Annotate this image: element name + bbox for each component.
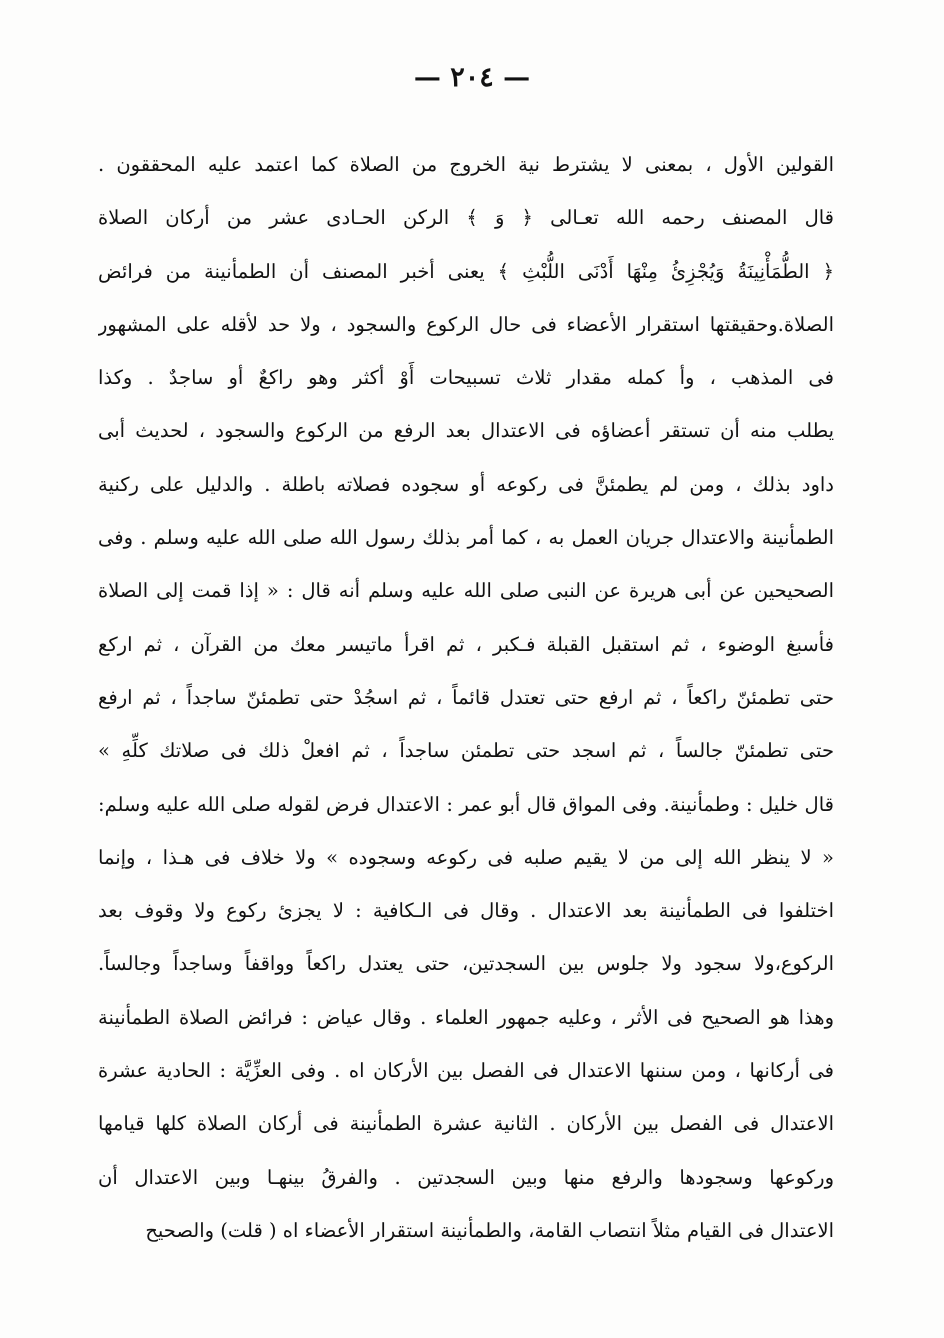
text-line: اختلفوا فى الطمأنينة بعد الاعتدال . وقال فى الـكافية : لا يجزئ ركوع ولا وقوف بعد	[98, 899, 834, 923]
text-line: « لا ينظر الله إلى من لا يقيم صلبه فى ركوعه وسجوده » ولا خلاف فى هـذا ، وإنما	[98, 845, 834, 869]
text-line: وهذا هو الصحيح فى الأثر ، وعليه جمهور العلماء . وقال عياض : فرائض الصلاة الطمأنينة	[98, 1005, 834, 1029]
text-line: ﴿ الطُّمَأْنِينَةُ وَيُجْزِئُ مِنْهَا أَدْنَى اللُّبْثِ ﴾ يعنى أخبر المصنف أن الطمأنينة من فرائض	[98, 259, 834, 283]
text-line: الصلاة.وحقيقتها استقرار الأعضاء فى حال الركوع والسجود ، ولا حد لأقله على المشهور	[98, 312, 834, 336]
text-line: القولين الأول ، بمعنى لا يشترط نية الخروج من الصلاة كما اعتمد عليه المحققون .	[98, 153, 834, 176]
text-line: فى المذهب ، وأ كمله مقدار ثلاث تسبيحات أَوْ أكثر وهو راكعٌ أو ساجدٌ . وكذا	[98, 366, 834, 390]
text-line: الركوع،ولا سجود ولا جلوس بين السجدتين، حتى يعتدل راكعاً وواقفاً وساجداً وجالساً.	[98, 952, 834, 976]
text-line: الصحيحين عن أبى هريرة عن النبى صلى الله عليه وسلم أنه قال : « إذا قمت إلى الصلاة	[98, 579, 834, 603]
text-line: وركوعها وسجودها والرفع منها وبين السجدتين . والفرقُ بينهـا وبين الاعتدال أن	[98, 1165, 834, 1189]
text-line: داود بذلك ، ومن لم يطمئنَّ فى ركوعه أو سجوده فصلاته باطلة . والدليل على ركنية	[98, 472, 834, 496]
text-line: الاعتدال فى القيام مثلاً انتصاب القامة، والطمأنينة استقرار الأعضاء اه ( قلت) والصحيح	[145, 1218, 834, 1242]
text-line: قال خليل : وطمأنينة. وفى المواق قال أبو عمر : الاعتدال فرض لقوله صلى الله عليه وسلم:	[98, 792, 834, 816]
text-line: فى أركانها ، ومن سننها الاعتدال فى الفصل بين الأركان اه . وفى العزِّيَّة : الحادية عشرة	[98, 1059, 834, 1083]
text-line: الطمأنينة والاعتدال جريان العمل به ، كما أمر بذلك رسول الله صلى الله عليه وسلم . وفى	[98, 526, 834, 550]
page-number: — ٢٠٤ —	[413, 62, 531, 93]
text-line: قال المصنف رحمه الله تعـالى ﴿ وَ ﴾ الركن الحـادى عشر من أركان الصلاة	[98, 206, 834, 230]
body-text	[98, 138, 834, 1257]
text-line: فأسبغ الوضوء ، ثم استقبل القبلة فـكبر ، ثم اقرأ ماتيسر معك من القرآن ، ثم اركع	[98, 632, 834, 656]
text-line: يطلب منه أن تستقر أعضاؤه فى الاعتدال بعد الرفع من الركوع والسجود ، لحديث أبى	[98, 419, 834, 443]
text-line: حتى تطمئنّ جالساً ، ثم اسجد حتى تطمئن ساجداً ، ثم افعلْ ذلك فى صلاتك كلِّهِ »	[98, 739, 834, 763]
text-line: حتى تطمئنّ راكعاً ، ثم ارفع حتى تعتدل قائماً ، ثم اسجُدْ حتى تطمئنّ ساجداً ، ثم ارفع	[98, 685, 834, 709]
text-line: الاعتدال فى الفصل بين الأركان . الثانية عشرة الطمأنينة فى أركان الصلاة كلها قيامها	[98, 1112, 834, 1136]
